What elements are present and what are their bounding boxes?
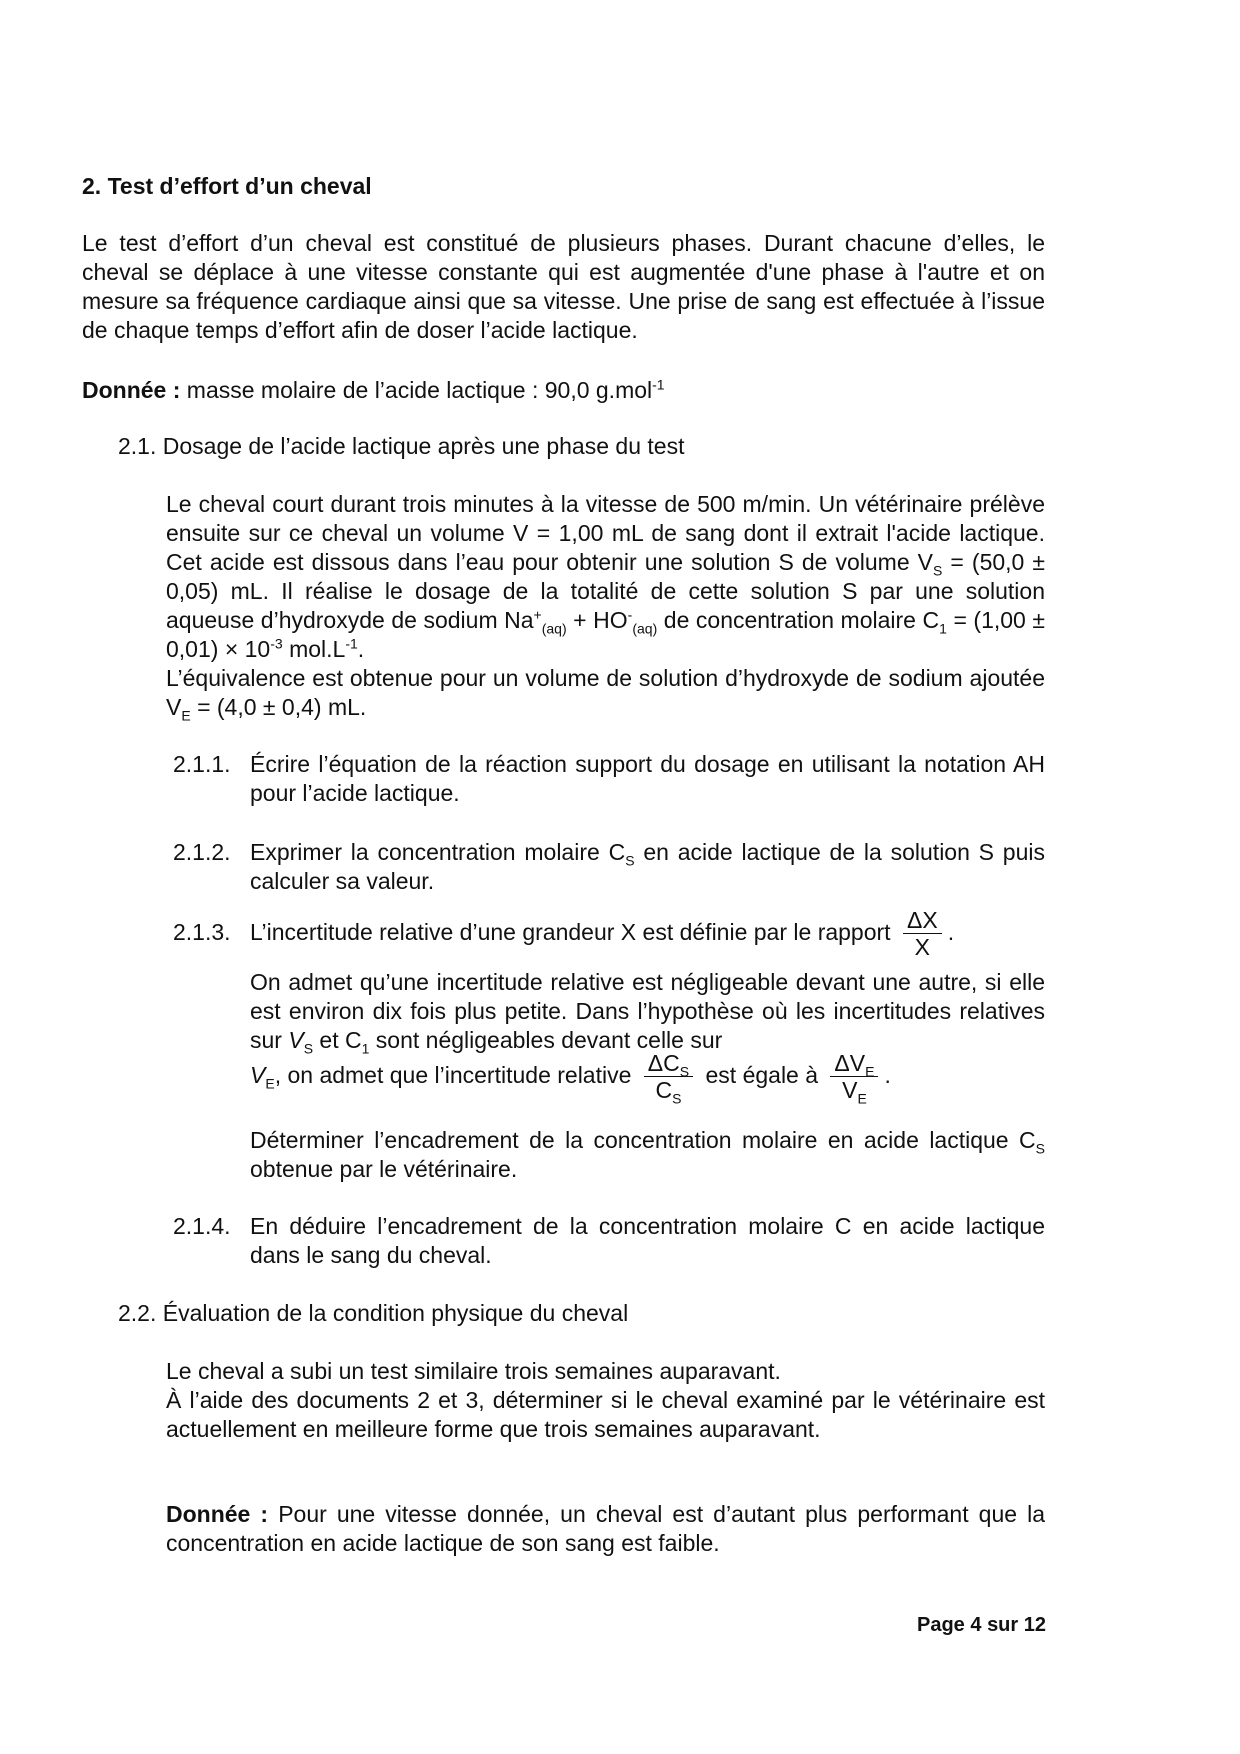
unit-sup: -1 — [345, 635, 358, 652]
footer-total: 12 — [1023, 1614, 1046, 1636]
q214-text: En déduire l’encadrement de la concentration molaire C en acide lactique dans le sang du cheval. — [250, 1213, 1045, 1268]
q212-text-a: Exprimer la concentration molaire C — [250, 839, 626, 865]
s22-donnee — [166, 1500, 1045, 1558]
fraction-dve-over-ve — [830, 1050, 878, 1108]
frac2-bot: $C_S$ — [655, 1077, 682, 1108]
donnee-exponent: -1 — [652, 376, 665, 393]
q212-text-b: en acide lactique de la solution S puis calculer sa valeur. — [250, 839, 1045, 894]
subsection-title: Dosage de l’acide lactique après une phase du test — [162, 433, 685, 459]
donnee-text: masse molaire de l’acide lactique : 90,0 g.mol — [186, 377, 653, 403]
q213-para2-text: On admet qu’une incertitude relative est négligeable devant une autre, si elle est environ dix fois plus petite. Dans l’hypothèse où les incertitudes relatives sur — [250, 969, 1045, 1053]
q211-number: 2.1.1. — [173, 751, 231, 777]
subsection-2-1-heading — [118, 432, 1045, 461]
fraction-dx-over-x — [903, 907, 942, 960]
aq-sub: (aq) — [541, 620, 567, 637]
exp-sup: -3 — [270, 635, 283, 652]
subsection-2-2-heading — [118, 1299, 1045, 1328]
q214-number: 2.1.4. — [173, 1213, 231, 1239]
aq-sub-2: (aq) — [632, 620, 658, 637]
footer-page-number: 4 — [970, 1614, 982, 1636]
vs-subscript: S — [933, 562, 943, 579]
cs-sub-2: S — [1035, 1140, 1045, 1157]
frac3-top: $\Delta V_E$ — [830, 1050, 878, 1077]
donnee-label: Donnée : — [82, 377, 181, 403]
s22-donnee-text: Pour une vitesse donnée, un cheval est d’autant plus performant que la concentration en acide lactique de son sang est faible. — [166, 1501, 1046, 1556]
footer-sur: sur — [987, 1614, 1019, 1636]
dosage-text-5: mol.L — [289, 636, 346, 662]
cs-sub: S — [625, 852, 635, 869]
q213-number: 2.1.3. — [173, 919, 231, 945]
ve-sub: E — [181, 707, 191, 724]
c1-sub: 1 — [939, 620, 947, 637]
frac2-top: $\Delta C_S$ — [644, 1050, 693, 1077]
subsection-number: 2.1. — [118, 433, 157, 459]
c1-var-sub: 1 — [361, 1040, 370, 1057]
dosage-text-6: L’équivalence est obtenue pour un volume de solution d’hydroxyde de sodium ajoutée V — [166, 665, 1045, 720]
q213-para3-b: obtenue par le vétérinaire. — [250, 1156, 518, 1182]
ho-sup: - — [627, 606, 633, 623]
intro-paragraph: Le test d’effort d’un cheval est constitué de plusieurs phases. Durant chacune d’elles, le cheval se déplace à une vitesse constante qui est augmentée d'une phase à l'autre et on mesure sa fréquence cardiaque ainsi que sa vitesse. Une prise de sang est effectuée à l’issue de chaque temps d’effort afin de doser l’acide lactique. — [82, 230, 1045, 343]
q213-and: et C — [319, 1027, 362, 1053]
frac1-top: ΔX — [903, 907, 942, 934]
q212-number: 2.1.2. — [173, 839, 231, 865]
dosage-text-4: = (1,00 ± 0,01) × 10 — [166, 607, 1045, 662]
q213-line-frac: $V_E$, on admet que l’incertitude relative $\frac{\Delta C_S}{C_S}$ est égale à $\frac{\Delta V_E}{V_E}$ . — [250, 1050, 891, 1108]
dosage-paragraph: Le cheval court durant trois minutes à la vitesse de 500 m/min. Un vétérinaire prélève ensuite sur ce cheval un volume V = 1,00 mL de sang dont il extrait l'acide lactique. Cet acide est dissous dans l’eau pour obtenir une solution S de volume $V_S = (50,0 \pm 0,05)$ mL. Il réalise le dosage de la totalité de cette solution S par une solution aqueuse d’hydroxyde de sodium $Na^+_{(aq)} + HO^-_{(aq)}$ de concentration molaire $C_1 = (1,00 \pm 0,01) \times 10^{-3}$ $mol.L^{-1}$. L’équivalence est obtenue pour un volume de solution d’hydroxyde de sodium ajoutée $V_E = (4,0 \pm 0,4)$ mL. — [166, 491, 1046, 724]
q213-equal: est égale à — [705, 1062, 819, 1088]
s22-p2: À l’aide des documents 2 et 3, déterminer si le cheval examiné par le vétérinaire est actuellement en meilleure forme que trois semaines auparavant. — [166, 1387, 1045, 1442]
page-footer — [917, 1614, 1046, 1637]
q213-line1: L’incertitude relative d’une grandeur X est définie par le rapport $\frac{\Delta X}{X}$ . — [250, 907, 955, 961]
s22-p1: Le cheval a subi un test similaire trois semaines auparavant. — [166, 1358, 781, 1384]
section-title: 2. Test d’effort d’un cheval — [82, 173, 372, 199]
footer-page-label: Page — [917, 1614, 965, 1636]
q213-para3 — [250, 1126, 1045, 1184]
donnee-line — [82, 376, 1045, 405]
q211-text: Écrire l’équation de la réaction support du dosage en utilisant la notation AH pour l’acide lactique. — [250, 751, 1045, 806]
dosage-text-3: de concentration molaire C — [663, 607, 940, 633]
ve-var-sub: E — [265, 1075, 275, 1092]
q213-line1-text: L’incertitude relative d’une grandeur X est définie par le rapport — [250, 919, 891, 945]
q213-para3-a: Déterminer l’encadrement de la concentration molaire en acide lactique C — [250, 1127, 1036, 1153]
na-sup: + — [533, 606, 542, 623]
q213-para2-end: sont négligeables devant celle sur — [375, 1027, 723, 1053]
subsection-title: Évaluation de la condition physique du cheval — [162, 1300, 629, 1326]
dosage-text-7: = (4,0 ± 0,4) mL. — [197, 694, 367, 720]
dosage-text-1: Le cheval court durant trois minutes à la vitesse de 500 m/min. Un vétérinaire prélève ensuite sur ce cheval un volume V = 1,00 mL de sang dont il extrait l'acide lactique. Cet acide est dissous dans l’eau pour obtenir une solution S de volume V — [166, 491, 1045, 575]
frac1-bot: X — [914, 934, 930, 961]
q213-line-b: , on admet que l’incertitude relative — [274, 1062, 632, 1088]
vs-var-sub: S — [303, 1040, 314, 1057]
q212-text — [250, 838, 1045, 896]
ve-var: V — [250, 1062, 266, 1088]
s22-donnee-label: Donnée : — [166, 1501, 269, 1527]
dosage-text-2: = (50,0 ± 0,05) mL. Il réalise le dosage de la totalité de cette solution S par une solution aqueuse d’hydroxyde de sodium Na — [166, 549, 1046, 633]
frac3-bot: $V_E$ — [842, 1077, 867, 1108]
subsection-number: 2.2. — [118, 1300, 157, 1326]
vs-var: V — [288, 1027, 304, 1053]
fraction-dcs-over-cs — [644, 1050, 693, 1108]
